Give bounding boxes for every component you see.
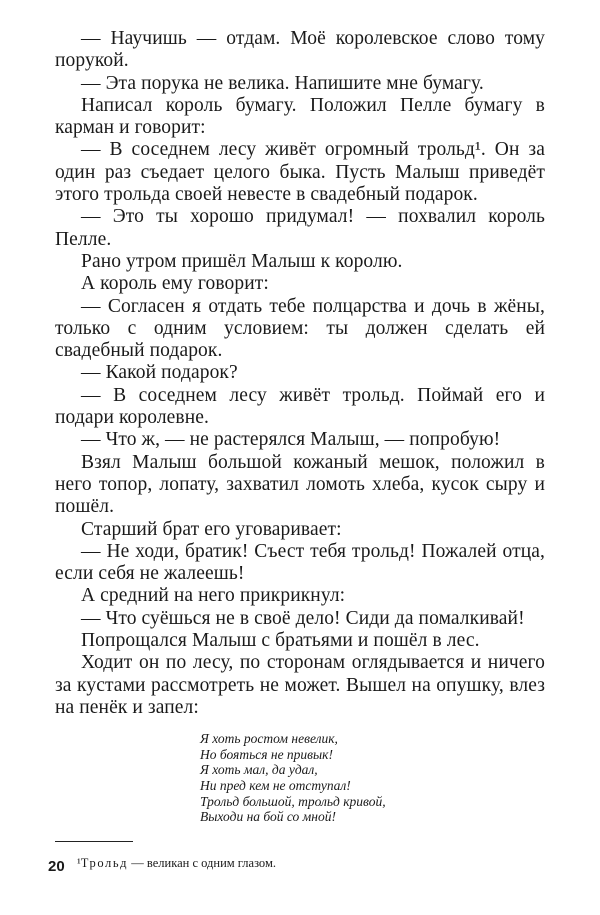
poem-line: Но бояться не привык! [200,746,333,762]
paragraph: А средний на него прикрикнул: [81,585,346,607]
poem-line: Я хоть ростом невелик, [200,731,338,747]
paragraph: — Эта порука не велика. Напишите мне бумагу. [81,72,484,94]
paragraph: А король ему говорит: [81,273,269,295]
poem-line: Ни пред кем не отступал! [200,777,351,793]
paragraph: Взял Малыш большой кожаный мешок, положил в него топор, лопату, захватил ломоть хлеба, кусок сыру и пошёл. [55,451,545,518]
paragraph: — Не ходи, братик! Съест тебя трольд! Пожалей отца, если себя не жалеешь! [55,540,545,585]
footnote-text: — великан с одним глазом. [128,855,276,870]
poem-line: Я хоть мал, да удал, [200,762,318,778]
paragraph: — Что суёшься не в своё дело! Сиди да помалкивай! [81,607,525,629]
paragraph: Ходит он по лесу, по сторонам оглядывается и ничего за кустами рассмотреть не может. Вышел на опушку, влез на пенёк и запел: [55,652,545,718]
page-content [55,28,545,870]
paragraph: — Это ты хорошо придумал! — похвалил король Пелле. [55,206,545,250]
paragraph: — Что ж, — не растерялся Малыш, — попробую! [81,429,501,451]
body-text [55,28,545,719]
footnote-term: Трольд [80,855,129,870]
paragraph: — Научишь — отдам. Моё королевское слово тому порукой. [55,28,545,72]
footnote-marker: ¹ [77,855,81,870]
paragraph: — Какой подарок? [81,362,238,384]
footnote-divider [55,841,133,842]
paragraph: — Согласен я отдать тебе полцарства и дочь в жёны, только с одним условием: ты должен сделать ей свадебный подарок. [55,295,545,362]
paragraph: Написал король бумагу. Положил Пелле бумагу в карман и говорит: [55,94,545,139]
paragraph: Старший брат его уговаривает: [81,518,342,540]
poem-line: Трольд большой, трольд кривой, [200,793,386,809]
paragraph: Рано утром пришёл Малыш к королю. [81,250,403,272]
footnote [77,856,545,870]
paragraph: — В соседнем лесу живёт трольд. Поймай его и подари королевне. [55,384,545,429]
paragraph: Попрощался Малыш с братьями и пошёл в лес. [81,630,480,652]
poem-line: Выходи на бой со мной! [200,809,336,825]
paragraph: — В соседнем лесу живёт огромный трольд¹. Он за один раз съедает целого быка. Пусть Малыш приведёт этого трольда своей невесте в свадебный подарок. [55,139,545,206]
poem [200,731,545,825]
page-number: 20 [48,858,65,875]
